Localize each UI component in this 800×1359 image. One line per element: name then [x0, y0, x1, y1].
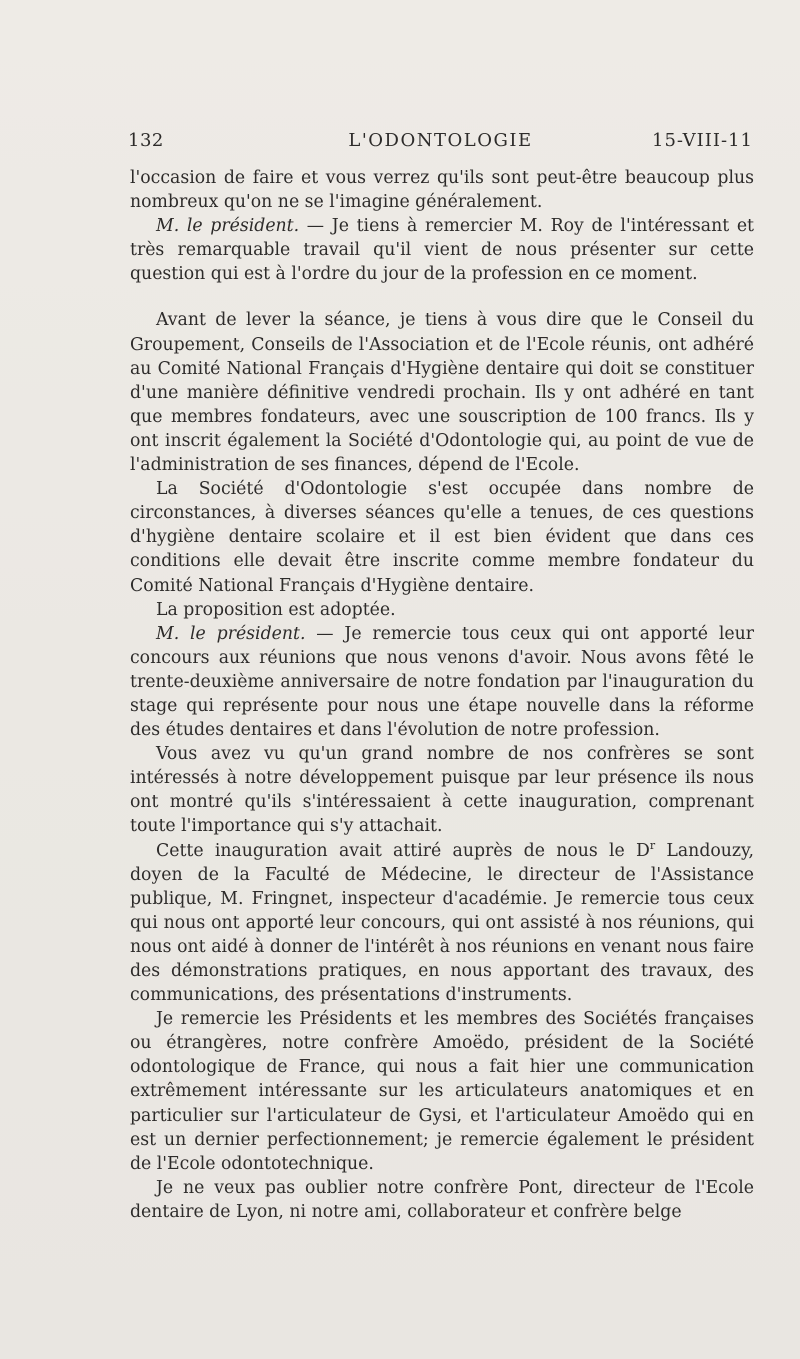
speaker-name: M. le président.: [156, 623, 306, 644]
paragraph: l'occasion de faire et vous verrez qu'ils sont peut-être beaucoup plus nombreux qu'on ne se l'imagine généralement.: [130, 168, 754, 213]
page-header: [128, 130, 753, 156]
body-text: [130, 166, 754, 1224]
paragraph: Je ne veux pas oublier notre confrère Pont, directeur de l'Ecole dentaire de Lyon, ni notre ami, collaborateur et confrère belge: [130, 1177, 754, 1222]
paragraph: Cette inauguration avait attiré auprès de nous le $D^r$ Landouzy, doyen de la Faculté de Médecine, le directeur de l'Assistance publique, M. Fringnet, inspecteur d'académie. Je remercie tous ceux qui nous ont apporté leur concours, qui ont assisté à nos réunions, qui nous ont aidé à donner de l'intérêt à nos réunions en venant nous faire des démonstrations pratiques, en nous apportant des travaux, des communications, des présentations d'instruments.: [130, 838, 754, 1006]
superscript: r: [649, 838, 656, 852]
running-title: L'ODONTOLOGIE: [348, 130, 533, 151]
page-number: 132: [128, 130, 164, 151]
paragraph: M. le président. — Je remercie tous ceux qui ont apporté leur concours aux réunions que nous venons d'avoir. Nous avons fêté le trente-deuxième anniversaire de notre fondation par l'inauguration du stage qui représente pour nous une étape nouvelle dans la réforme des études dentaires et dans l'évolution de notre profession.: [130, 623, 755, 741]
paragraph: Avant de lever la séance, je tiens à vous dire que le Conseil du Groupement, Conseils de l'Association et de l'Ecole réunis, ont adhéré au Comité National Français d'Hygiène dentaire qui doit se constituer d'une manière définitive vendredi prochain. Ils y ont adhéré en tant que membres fondateurs, avec une souscription de 100 francs. Ils y ont inscrit également la Société d'Odontologie qui, au point de vue de l'administration de ses finances, dépend de l'Ecole.: [130, 310, 754, 476]
paragraph: Je remercie les Présidents et les membres des Sociétés françaises ou étrangères, notre confrère Amoëdo, président de la Société odontologique de France, qui nous a fait hier une communication extrêmement intéressante sur les articulateurs anatomiques et en particulier sur l'articulateur de Gysi, et l'articulateur Amoëdo qui en est un dernier perfectionnement; je remercie également le président de l'Ecole odontotechnique.: [130, 1009, 754, 1174]
paragraph: La proposition est adoptée.: [156, 599, 396, 620]
issue-date: 15-VIII-11: [652, 130, 753, 151]
speaker-name: M. le président.: [156, 216, 300, 237]
paragraph: M. le président. — Je tiens à remercier M. Roy de l'intéressant et très remarquable travail qu'il vient de nous présenter sur cette question qui est à l'ordre du jour de la profession en ce moment.: [130, 216, 754, 285]
paragraph: Vous avez vu qu'un grand nombre de nos confrères se sont intéressés à notre développement puisque par leur présence ils nous ont montré qu'ils s'intéressaient à cette inauguration, comprenant toute l'importance qui s'y attachait.: [130, 744, 754, 837]
paragraph: La Société d'Odontologie s'est occupée dans nombre de circonstances, à diverses séances qu'elle a tenues, de ces questions d'hygiène dentaire scolaire et il est bien évident que dans ces conditions elle devait être inscrite comme membre fondateur du Comité National Français d'Hygiène dentaire.: [130, 479, 754, 596]
